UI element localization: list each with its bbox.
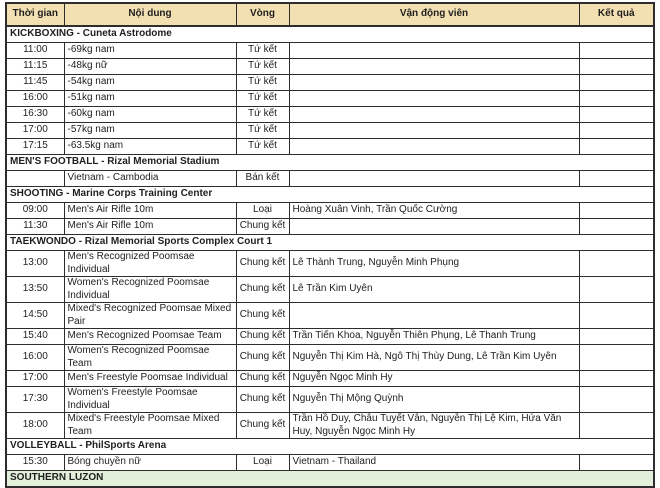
round-cell: Chung kết	[236, 303, 289, 329]
section-row	[6, 235, 654, 251]
athletes-cell: Hoàng Xuân Vinh, Trần Quốc Cường	[289, 203, 579, 219]
athletes-cell: Nguyễn Thị Kim Hà, Ngô Thị Thùy Dung, Lê Trần Kim Uyên	[289, 345, 579, 371]
round-cell: Chung kết	[236, 277, 289, 303]
section-row	[6, 439, 654, 455]
section-title: SHOOTING - Marine Corps Training Center	[6, 187, 654, 203]
round-cell: Tứ kết	[236, 59, 289, 75]
content-cell: Men's Freestyle Poomsae Individual	[64, 371, 236, 387]
athletes-cell	[289, 219, 579, 235]
time-cell: 18:00	[6, 413, 64, 439]
section-row	[6, 155, 654, 171]
section-title: MEN'S FOOTBALL - Rizal Memorial Stadium	[6, 155, 654, 171]
round-cell: Loại	[236, 455, 289, 471]
result-cell	[579, 277, 654, 303]
time-cell: 17:30	[6, 387, 64, 413]
round-cell: Loại	[236, 203, 289, 219]
time-cell: 13:00	[6, 251, 64, 277]
content-cell: Men's Recognized Poomsae Team	[64, 329, 236, 345]
round-cell: Chung kết	[236, 387, 289, 413]
result-cell	[579, 91, 654, 107]
event-row	[6, 59, 654, 75]
result-cell	[579, 59, 654, 75]
column-header-result: Kết quả	[579, 3, 654, 26]
content-cell: Vietnam - Cambodia	[64, 171, 236, 187]
section-title: VOLLEYBALL - PhilSports Arena	[6, 439, 654, 455]
time-cell: 17:15	[6, 139, 64, 155]
section-title: SOUTHERN LUZON	[6, 471, 654, 488]
time-cell	[6, 171, 64, 187]
round-cell: Chung kết	[236, 345, 289, 371]
event-row	[6, 303, 654, 329]
time-cell: 16:00	[6, 91, 64, 107]
result-cell	[579, 123, 654, 139]
column-header-round: Vòng	[236, 3, 289, 26]
content-cell: Men's Air Rifle 10m	[64, 219, 236, 235]
content-cell: Men's Recognized Poomsae Individual	[64, 251, 236, 277]
content-cell: -63.5kg nam	[64, 139, 236, 155]
round-cell: Chung kết	[236, 329, 289, 345]
schedule-table	[5, 2, 655, 488]
section-row	[6, 26, 654, 43]
section-row	[6, 187, 654, 203]
athletes-cell: Lê Thành Trung, Nguyễn Minh Phụng	[289, 251, 579, 277]
section-row	[6, 471, 654, 488]
event-row	[6, 219, 654, 235]
result-cell	[579, 371, 654, 387]
result-cell	[579, 387, 654, 413]
content-cell: Mixed's Recognized Poomsae Mixed Pair	[64, 303, 236, 329]
time-cell: 09:00	[6, 203, 64, 219]
content-cell: -48kg nữ	[64, 59, 236, 75]
event-row	[6, 107, 654, 123]
column-header-athletes: Vận động viên	[289, 3, 579, 26]
athletes-cell: Trần Tiến Khoa, Nguyễn Thiên Phụng, Lê Thanh Trung	[289, 329, 579, 345]
time-cell: 15:30	[6, 455, 64, 471]
round-cell: Tứ kết	[236, 107, 289, 123]
event-row	[6, 455, 654, 471]
athletes-cell	[289, 91, 579, 107]
athletes-cell	[289, 171, 579, 187]
table-header-row	[6, 3, 654, 26]
event-row	[6, 139, 654, 155]
athletes-cell	[289, 303, 579, 329]
round-cell: Chung kết	[236, 371, 289, 387]
round-cell: Tứ kết	[236, 91, 289, 107]
result-cell	[579, 329, 654, 345]
result-cell	[579, 455, 654, 471]
time-cell: 17:00	[6, 371, 64, 387]
event-row	[6, 251, 654, 277]
result-cell	[579, 139, 654, 155]
content-cell: Men's Air Rifle 10m	[64, 203, 236, 219]
round-cell: Chung kết	[236, 219, 289, 235]
time-cell: 13:50	[6, 277, 64, 303]
content-cell: Women's Recognized Poomsae Individual	[64, 277, 236, 303]
result-cell	[579, 219, 654, 235]
content-cell: Women's Recognized Poomsae Team	[64, 345, 236, 371]
result-cell	[579, 345, 654, 371]
event-row	[6, 43, 654, 59]
section-title: TAEKWONDO - Rizal Memorial Sports Complex Court 1	[6, 235, 654, 251]
result-cell	[579, 171, 654, 187]
event-row	[6, 371, 654, 387]
athletes-cell	[289, 107, 579, 123]
time-cell: 11:15	[6, 59, 64, 75]
time-cell: 11:45	[6, 75, 64, 91]
event-row	[6, 277, 654, 303]
time-cell: 17:00	[6, 123, 64, 139]
time-cell: 11:00	[6, 43, 64, 59]
result-cell	[579, 303, 654, 329]
round-cell: Tứ kết	[236, 139, 289, 155]
time-cell: 15:40	[6, 329, 64, 345]
section-title: KICKBOXING - Cuneta Astrodome	[6, 26, 654, 43]
content-cell: -51kg nam	[64, 91, 236, 107]
athletes-cell: Lê Trần Kim Uyên	[289, 277, 579, 303]
round-cell: Tứ kết	[236, 123, 289, 139]
result-cell	[579, 107, 654, 123]
athletes-cell: Trần Hồ Duy, Châu Tuyết Vân, Nguyễn Thị Lệ Kim, Hứa Văn Huy, Nguyễn Ngọc Minh Hy	[289, 413, 579, 439]
athletes-cell: Nguyễn Thị Mộng Quỳnh	[289, 387, 579, 413]
event-row	[6, 329, 654, 345]
athletes-cell	[289, 43, 579, 59]
event-row	[6, 413, 654, 439]
content-cell: Mixed's Freestyle Poomsae Mixed Team	[64, 413, 236, 439]
content-cell: Women's Freestyle Poomsae Individual	[64, 387, 236, 413]
time-cell: 16:00	[6, 345, 64, 371]
result-cell	[579, 43, 654, 59]
result-cell	[579, 75, 654, 91]
athletes-cell	[289, 139, 579, 155]
round-cell: Bán kết	[236, 171, 289, 187]
event-row	[6, 75, 654, 91]
athletes-cell	[289, 59, 579, 75]
content-cell: -57kg nam	[64, 123, 236, 139]
event-row	[6, 91, 654, 107]
time-cell: 14:50	[6, 303, 64, 329]
time-cell: 11:30	[6, 219, 64, 235]
content-cell: -60kg nam	[64, 107, 236, 123]
event-row	[6, 123, 654, 139]
event-row	[6, 171, 654, 187]
athletes-cell: Vietnam - Thailand	[289, 455, 579, 471]
event-row	[6, 387, 654, 413]
time-cell: 16:30	[6, 107, 64, 123]
event-row	[6, 345, 654, 371]
result-cell	[579, 251, 654, 277]
content-cell: -54kg nam	[64, 75, 236, 91]
round-cell: Tứ kết	[236, 43, 289, 59]
content-cell: Bóng chuyền nữ	[64, 455, 236, 471]
result-cell	[579, 203, 654, 219]
round-cell: Tứ kết	[236, 75, 289, 91]
athletes-cell	[289, 75, 579, 91]
athletes-cell: Nguyễn Ngọc Minh Hy	[289, 371, 579, 387]
result-cell	[579, 413, 654, 439]
column-header-time: Thời gian	[6, 3, 64, 26]
event-row	[6, 203, 654, 219]
content-cell: -69kg nam	[64, 43, 236, 59]
athletes-cell	[289, 123, 579, 139]
round-cell: Chung kết	[236, 251, 289, 277]
column-header-content: Nội dung	[64, 3, 236, 26]
round-cell: Chung kết	[236, 413, 289, 439]
